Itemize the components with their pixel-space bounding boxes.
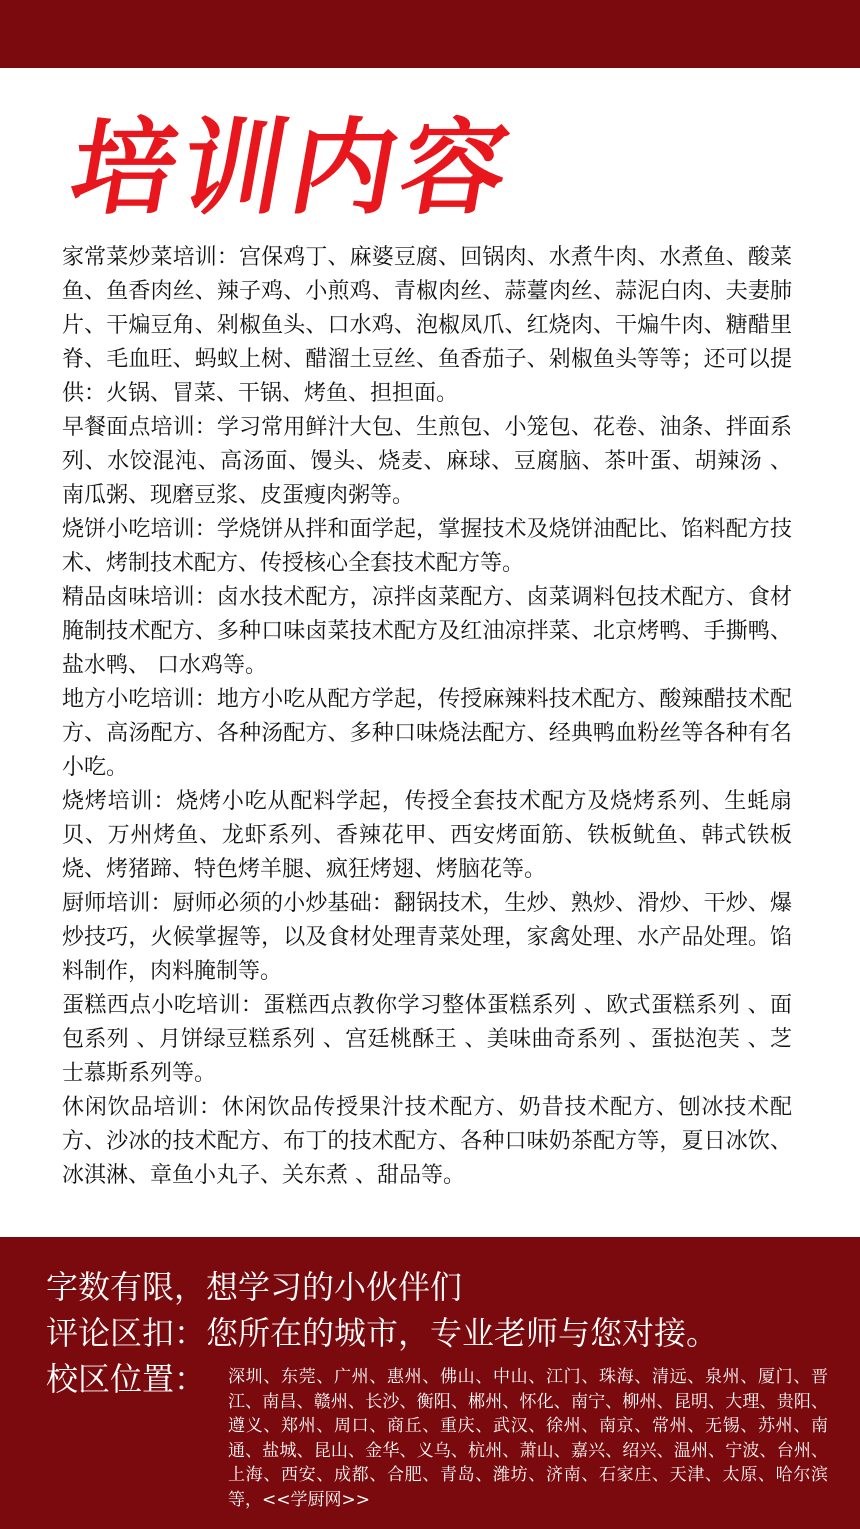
section-label: 烧烤培训： <box>62 789 177 814</box>
footer-line-1: 字数有限，想学习的小伙伴们 <box>46 1268 463 1306</box>
section-label: 烧饼小吃培训： <box>62 517 217 542</box>
section-label: 早餐面点培训： <box>62 415 217 440</box>
section-text: 烧烤小吃从配料学起，传授全套技术配方及烧烤系列、生蚝扇贝、万州烤鱼、龙虾系列、香辣花甲、西安烤面筋、铁板鱿鱼、韩式铁板烧、烤猪蹄、特色烤羊腿、疯狂烤翅、烤脑花等。 <box>62 789 792 882</box>
section-text: 蛋糕西点教你学习整体蛋糕系列 、欧式蛋糕系列 、面包系列 、月饼绿豆糕系列 、宫廷桃酥王 、美味曲奇系列 、蛋挞泡芙 、芝士慕斯系列等。 <box>62 993 792 1086</box>
section-braised <box>62 581 792 683</box>
section-chef <box>62 887 792 989</box>
section-drinks <box>62 1091 792 1193</box>
section-label: 家常菜炒菜培训： <box>62 245 239 270</box>
top-banner <box>0 0 860 68</box>
section-text: 休闲饮品传授果汁技术配方、奶昔技术配方、刨冰技术配方、沙冰的技术配方、布丁的技术配方、各种口味奶茶配方等，夏日冰饮、冰淇淋、章鱼小丸子、关东煮 、甜品等。 <box>62 1095 792 1188</box>
campus-label: 校区位置： <box>46 1360 207 1398</box>
section-local-snacks <box>62 683 792 785</box>
section-cake <box>62 989 792 1091</box>
footer-banner <box>0 1237 860 1529</box>
section-home-cooking <box>62 241 792 411</box>
section-bbq <box>62 785 792 887</box>
section-text: 学烧饼从拌和面学起，掌握技术及烧饼油配比、馅料配方技术、烤制技术配方、传授核心全套技术配方等。 <box>62 517 792 576</box>
section-label: 厨师培训： <box>62 891 173 916</box>
footer-line-2: 评论区扣：您所在的城市，专业老师与您对接。 <box>46 1314 719 1352</box>
training-content <box>62 241 792 1193</box>
section-text: 卤水技术配方，凉拌卤菜配方、卤菜调料包技术配方、食材腌制技术配方、多种口味卤菜技术配方及红油凉拌菜、北京烤鸭、手撕鸭、盐水鸭、 口水鸡等。 <box>62 585 792 678</box>
section-label: 休闲饮品培训： <box>62 1095 222 1120</box>
campus-list: 深圳、东莞、广州、惠州、佛山、中山、江门、珠海、清远、泉州、厦门、晋江、南昌、赣州、长沙、衡阳、郴州、怀化、南宁、柳州、昆明、大理、贵阳、遵义、郑州、周口、商丘、重庆、武汉、徐州、南京、常州、无锡、苏州、南通、盐城、昆山、金华、义乌、杭州、萧山、嘉兴、绍兴、温州、宁波、台州、上海、西安、成都、合肥、青岛、潍坊、济南、石家庄、天津、太原、哈尔滨等，<<学厨网>> <box>228 1367 828 1510</box>
section-label: 精品卤味培训： <box>62 585 217 610</box>
section-breakfast <box>62 411 792 513</box>
section-text: 学习常用鲜汁大包、生煎包、小笼包、花卷、油条、拌面系列、水饺混沌、高汤面、馒头、烧麦、麻球、豆腐脑、茶叶蛋、胡辣汤 、南瓜粥、现磨豆浆、皮蛋瘦肉粥等。 <box>62 415 792 508</box>
section-shaobing <box>62 513 792 581</box>
section-text: 宫保鸡丁、麻婆豆腐、回锅肉、水煮牛肉、水煮鱼、酸菜鱼、鱼香肉丝、辣子鸡、小煎鸡、青椒肉丝、蒜薹肉丝、蒜泥白肉、夫妻肺片、干煸豆角、剁椒鱼头、口水鸡、泡椒凤爪、红烧肉、干煸牛肉、糖醋里脊、毛血旺、蚂蚁上树、醋溜土豆丝、鱼香茄子、剁椒鱼头等等；还可以提供：火锅、冒菜、干锅、烤鱼、担担面。 <box>62 245 792 406</box>
section-label: 地方小吃培训： <box>62 687 217 712</box>
section-text: 厨师必须的小炒基础：翻锅技术，生炒、熟炒、滑炒、干炒、爆炒技巧，火候掌握等，以及食材处理青菜处理，家禽处理、水产品处理。馅料制作，肉料腌制等。 <box>62 891 792 984</box>
section-label: 蛋糕西点小吃培训： <box>62 993 264 1018</box>
section-text: 地方小吃从配方学起，传授麻辣料技术配方、酸辣醋技术配方、高汤配方、各种汤配方、多种口味烧法配方、经典鸭血粉丝等各种有名小吃。 <box>62 687 792 780</box>
page-title: 培训内容 <box>61 107 524 229</box>
